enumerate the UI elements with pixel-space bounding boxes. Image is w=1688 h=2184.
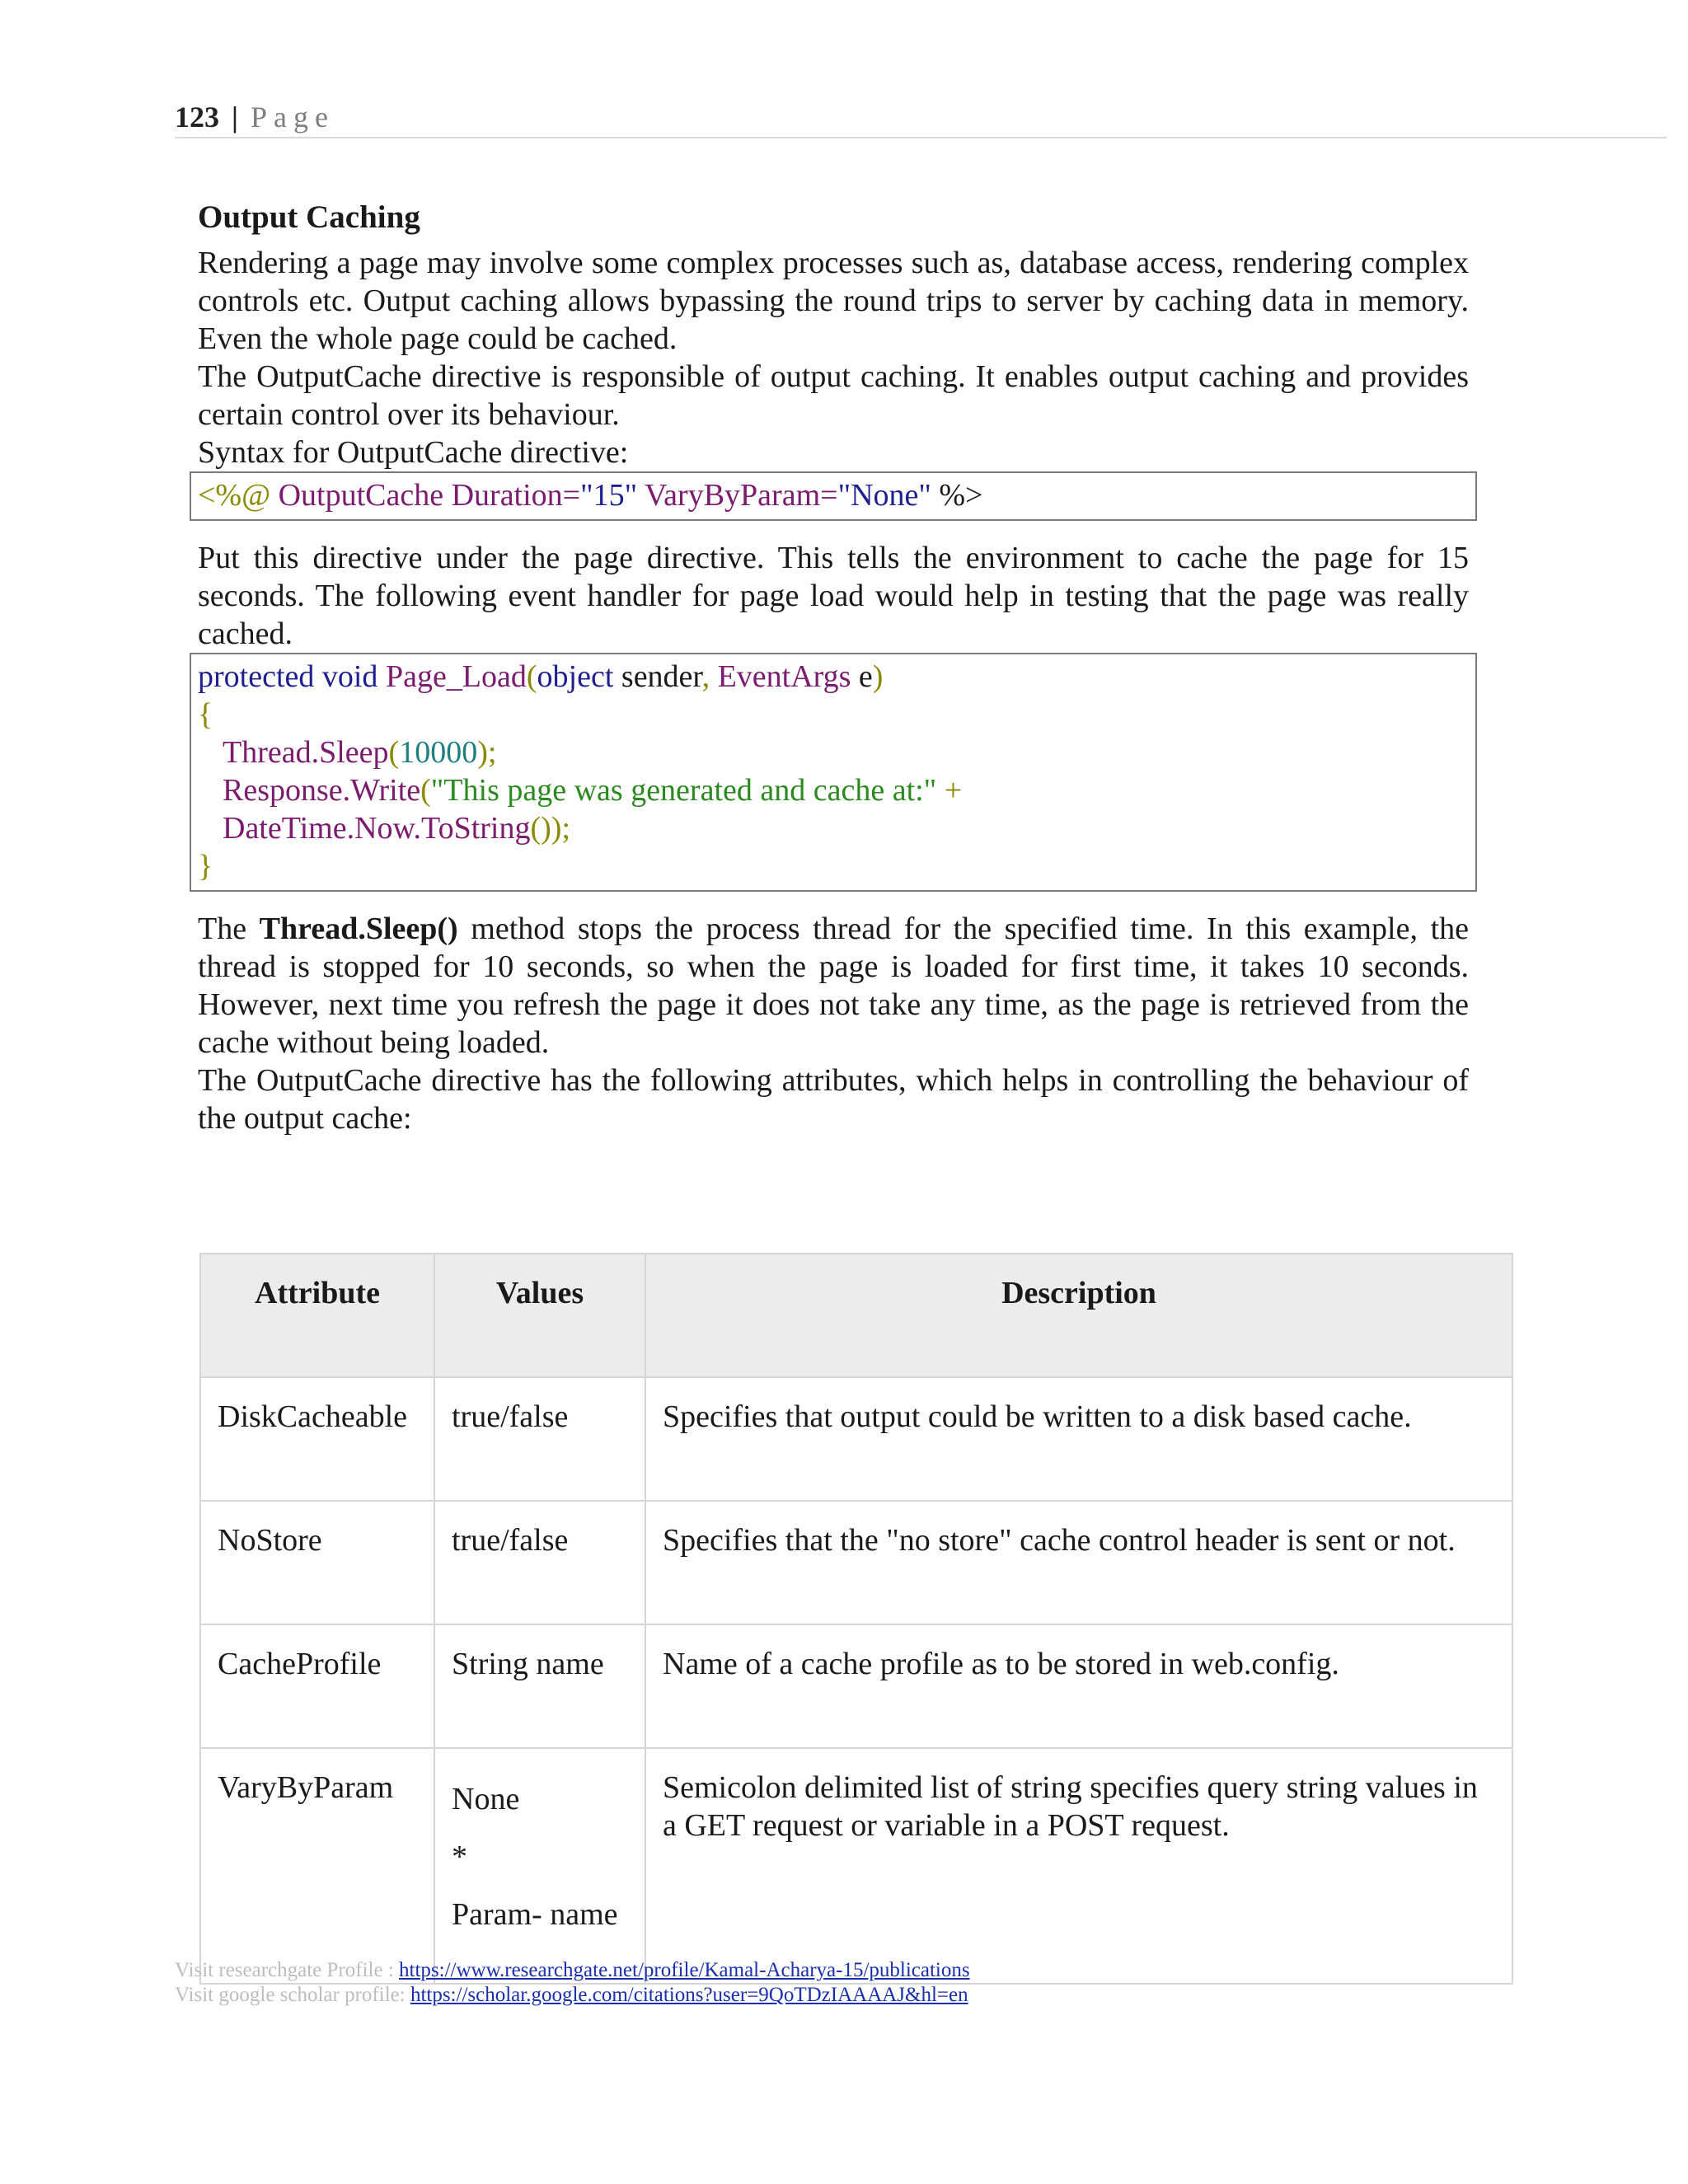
code-token: ( bbox=[526, 659, 537, 694]
scholar-link[interactable]: https://scholar.google.com/citations?user=9QoTDzIAAAAJ&hl=en bbox=[410, 1984, 968, 2006]
values-cell: true/false bbox=[434, 1377, 645, 1501]
page-header bbox=[175, 97, 1667, 138]
code-token: "None" bbox=[837, 478, 931, 513]
page-number: 123 bbox=[175, 101, 219, 134]
code-line bbox=[198, 658, 1469, 696]
intro-paragraph: Rendering a page may involve some complex processes such as, database access, rendering complex controls etc. Output caching allows bypassing the round trips to server by caching data in memory. Even the whole page could be cached. bbox=[198, 246, 1469, 356]
code-token: sender bbox=[613, 659, 702, 694]
code-token: e bbox=[851, 659, 873, 694]
scholar-label: Visit google scholar profile: bbox=[175, 1984, 410, 2006]
code-token: .Sleep bbox=[311, 735, 389, 770]
directive-code-block bbox=[190, 471, 1477, 521]
column-header-description: Description bbox=[645, 1254, 1512, 1377]
sleep-text-before: The bbox=[198, 912, 260, 946]
code-line: { bbox=[198, 697, 213, 732]
code-token: VaryByParam= bbox=[637, 478, 838, 513]
attribute-cell: VaryByParam bbox=[200, 1748, 434, 1984]
table-row bbox=[200, 1377, 1512, 1501]
code-line bbox=[198, 476, 1469, 514]
column-header-attribute: Attribute bbox=[200, 1254, 434, 1377]
code-token: Thread bbox=[223, 735, 312, 770]
handler-code-block bbox=[190, 653, 1477, 892]
values-cell bbox=[434, 1748, 645, 1984]
directive-paragraph: The OutputCache directive is responsible of output caching. It enables output caching and provides certain control over its behaviour. bbox=[198, 359, 1469, 432]
attribute-cell: NoStore bbox=[200, 1501, 434, 1624]
table-row bbox=[200, 1748, 1512, 1984]
code-token: %> bbox=[931, 478, 983, 513]
sleep-text-after: method stops the process thread for the specified time. In this example, the thread is stopped for 10 seconds, so when the page is loaded for first time, it takes 10 seconds. However, next time you refresh the page it does not take any time, as the page is retrieved from the cache without being loaded. bbox=[198, 912, 1469, 1060]
attributes-table bbox=[199, 1253, 1513, 1985]
code-token: + bbox=[936, 773, 963, 808]
attributes-paragraph: The OutputCache directive has the following attributes, which helps in controlling the behaviour of the output cache: bbox=[198, 1063, 1469, 1136]
code-token: <%@ bbox=[198, 478, 271, 513]
code-token: ( bbox=[388, 735, 400, 770]
code-token: object bbox=[537, 659, 614, 694]
values-cell: String name bbox=[434, 1624, 645, 1748]
code-token: ) bbox=[872, 659, 884, 694]
syntax-paragraph: Syntax for OutputCache directive: bbox=[198, 435, 629, 470]
code-token: "15" bbox=[580, 478, 638, 513]
code-token: Response bbox=[223, 773, 343, 808]
sleep-paragraph bbox=[198, 910, 1469, 1062]
value-item: Param- name bbox=[452, 1897, 618, 1932]
table-row bbox=[200, 1624, 1512, 1748]
description-cell: Semicolon delimited list of string specifies query string values in a GET request or variable in a POST request. bbox=[645, 1748, 1512, 1984]
value-item: * bbox=[452, 1840, 467, 1874]
put-paragraph: Put this directive under the page directive. This tells the environment to cache the page for 15 seconds. The following event handler for page load would help in testing that the page was really cached. bbox=[198, 541, 1469, 651]
main-content bbox=[198, 191, 1469, 1137]
code-line bbox=[198, 809, 1469, 847]
code-token: DateTime bbox=[223, 811, 347, 846]
code-token: .Now bbox=[346, 811, 414, 846]
page-word: Page bbox=[250, 101, 335, 134]
page-footer bbox=[175, 1958, 1411, 2008]
researchgate-link[interactable]: https://www.researchgate.net/profile/Kamal-Acharya-15/publications bbox=[399, 1959, 970, 1981]
table-header-row bbox=[200, 1254, 1512, 1377]
researchgate-label: Visit researchgate Profile : bbox=[175, 1959, 400, 1981]
description-cell: Name of a cache profile as to be stored in web.config. bbox=[645, 1624, 1512, 1748]
code-token: "This page was generated and cache at:" bbox=[430, 773, 937, 808]
code-token: Page_Load bbox=[377, 659, 527, 694]
code-line: } bbox=[198, 849, 213, 883]
section-title: Output Caching bbox=[198, 199, 420, 235]
code-token: ( bbox=[420, 773, 431, 808]
code-token: ()); bbox=[530, 811, 571, 846]
footer-line-researchgate bbox=[175, 1958, 1411, 1983]
description-cell: Specifies that output could be written to a disk based cache. bbox=[645, 1377, 1512, 1501]
code-line bbox=[198, 771, 1469, 809]
footer-line-scholar bbox=[175, 1983, 1411, 2008]
column-header-values: Values bbox=[434, 1254, 645, 1377]
code-token: ); bbox=[477, 735, 497, 770]
values-cell: true/false bbox=[434, 1501, 645, 1624]
page-separator: | bbox=[232, 101, 238, 134]
code-token: OutputCache Duration= bbox=[270, 478, 581, 513]
sleep-method-name: Thread.Sleep() bbox=[259, 912, 458, 946]
attribute-cell: DiskCacheable bbox=[200, 1377, 434, 1501]
code-token: , bbox=[701, 659, 710, 694]
code-token: protected void bbox=[198, 659, 378, 694]
table-row bbox=[200, 1501, 1512, 1624]
code-line bbox=[198, 733, 1469, 771]
value-item: None bbox=[452, 1782, 520, 1816]
code-token: EventArgs bbox=[710, 659, 851, 694]
attribute-cell: CacheProfile bbox=[200, 1624, 434, 1748]
code-token: 10000 bbox=[399, 735, 478, 770]
code-token: .ToString bbox=[413, 811, 531, 846]
code-token: .Write bbox=[342, 773, 421, 808]
values-list bbox=[452, 1770, 628, 1943]
description-cell: Specifies that the "no store" cache control header is sent or not. bbox=[645, 1501, 1512, 1624]
